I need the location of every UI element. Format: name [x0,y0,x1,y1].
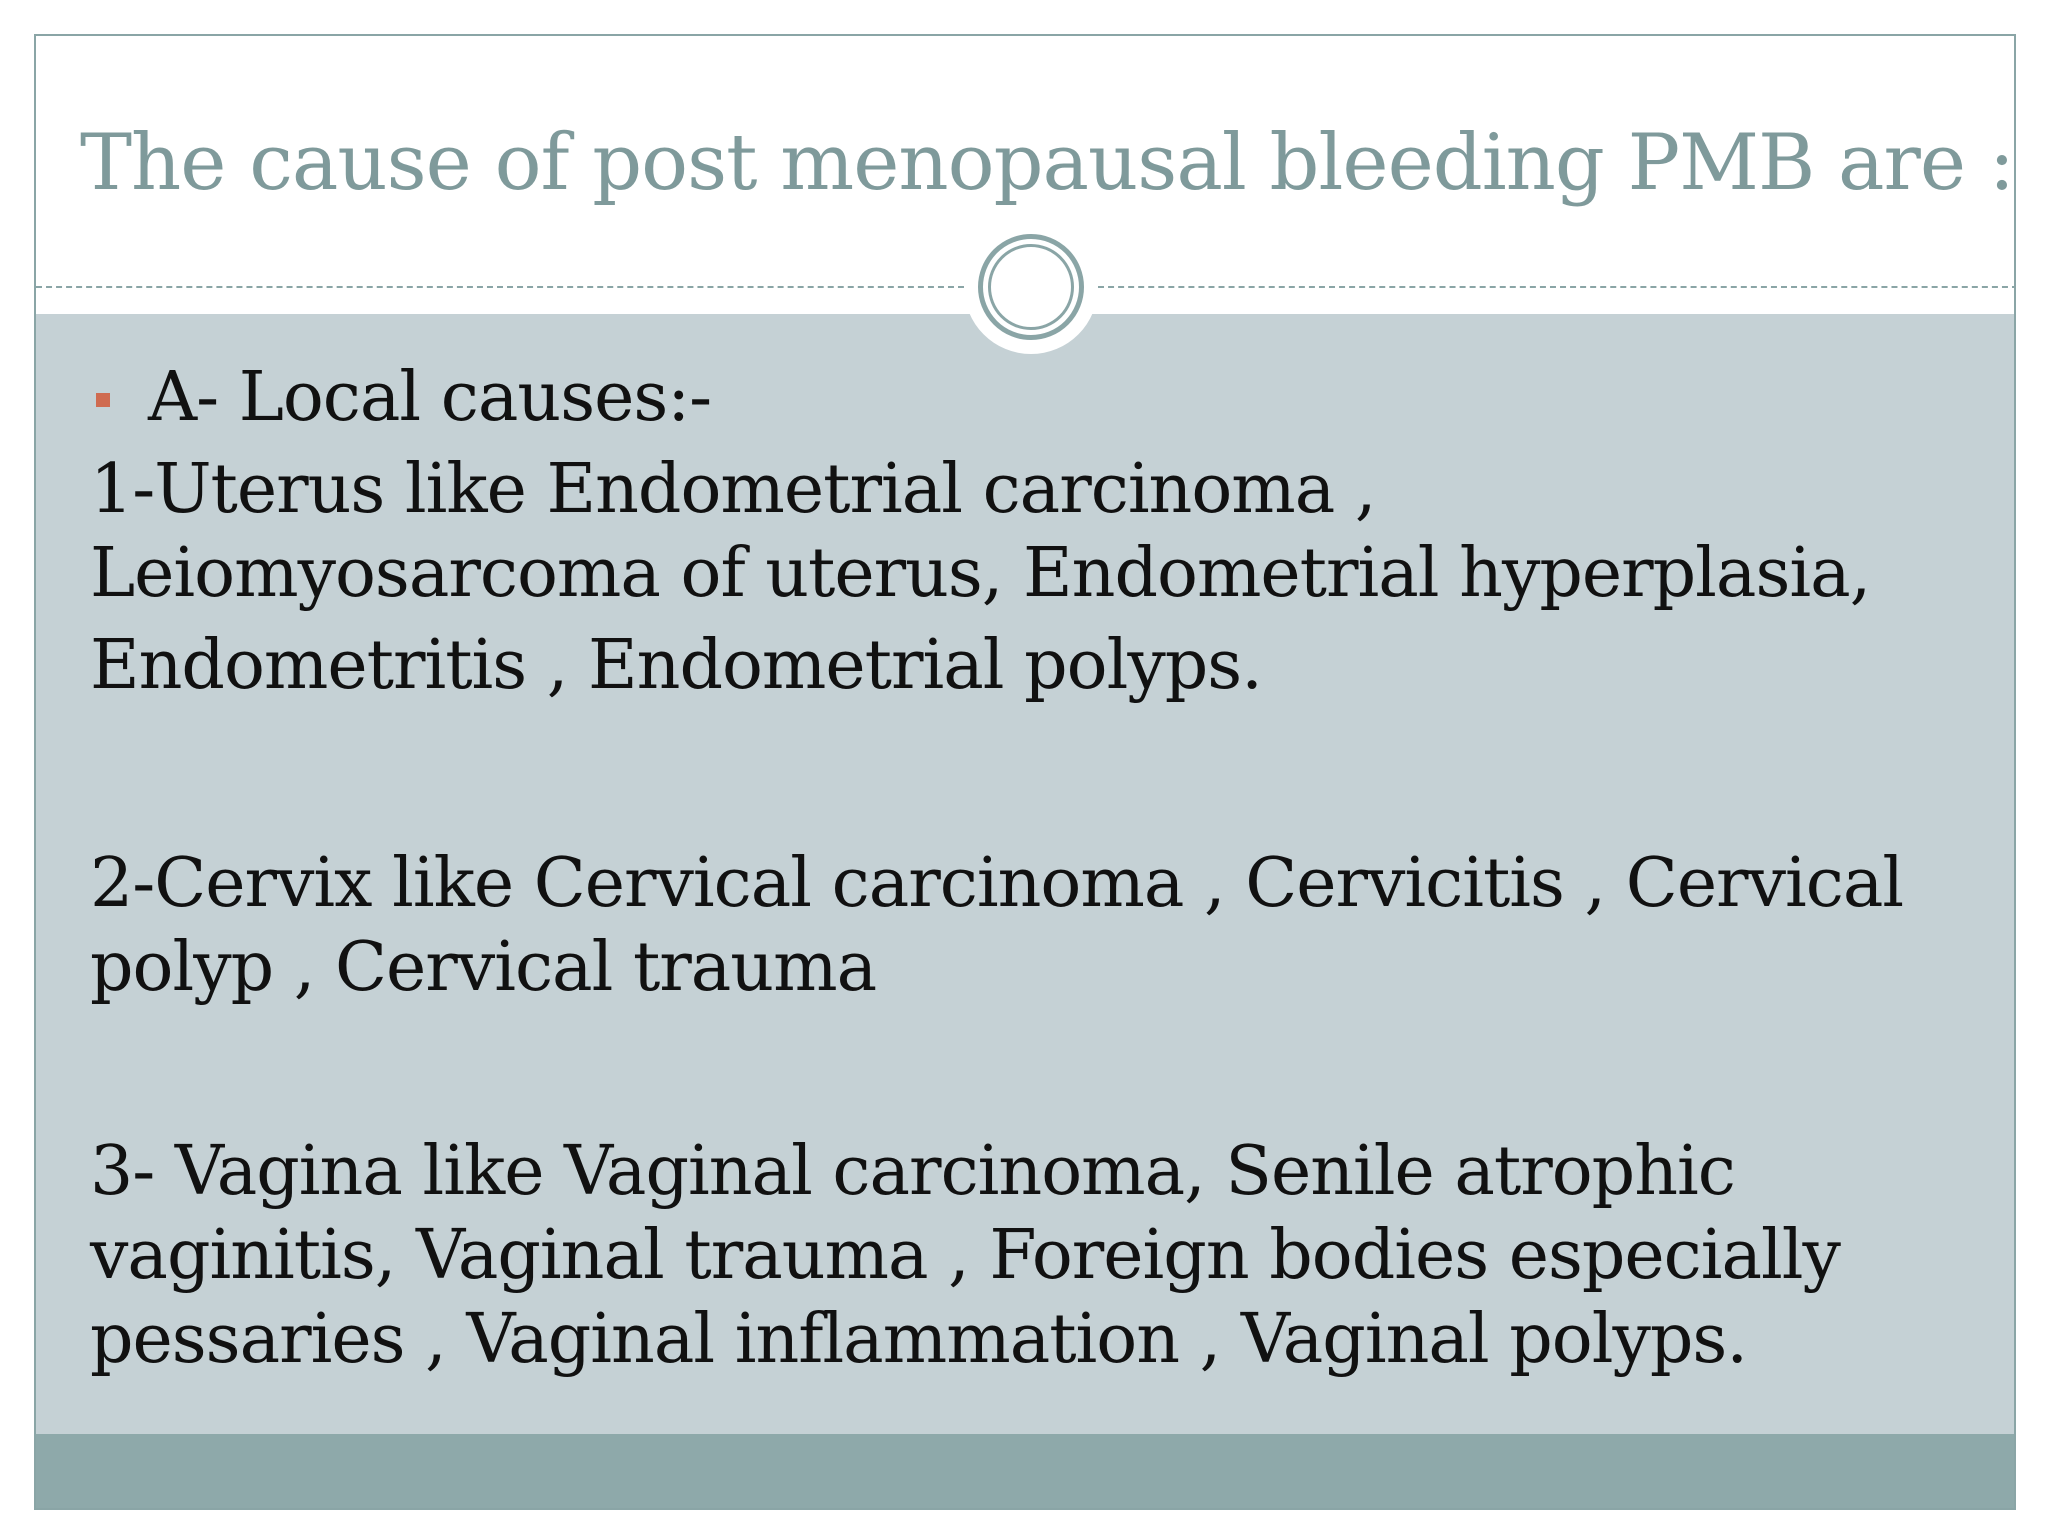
cause-item-uterus [90,448,1870,708]
cause-item-line: 2-Cervix like Cervical carcinoma , Cervicitis , Cervical [90,844,1904,923]
title-divider-left [36,286,964,288]
circle-ornament-inner-ring [988,244,1074,330]
cause-item-line: polyp , Cervical trauma [90,928,877,1007]
square-bullet-icon [96,393,110,407]
circle-ornament-icon [978,234,1084,340]
slide [34,34,2016,1510]
cause-item-line: vaginitis, Vaginal trauma , Foreign bodies especially [90,1216,1840,1295]
cause-item-vagina [90,1130,1840,1382]
cause-item-line: 3- Vagina like Vaginal carcinoma, Senile atrophic [90,1132,1735,1211]
title-divider-right [1098,286,2016,288]
cause-item-line: Endometritis , Endometrial polyps. [90,626,1262,705]
cause-item-cervix [90,842,1903,1010]
footer-band [36,1434,2014,1510]
slide-title: The cause of post menopausal bleeding PMB are : [80,118,2015,208]
cause-item-line: pessaries , Vaginal inflammation , Vaginal polyps. [90,1300,1747,1379]
cause-item-line: 1-Uterus like Endometrial carcinoma , [90,450,1376,529]
bullet-heading: A- Local causes:- [148,358,712,437]
cause-item-line: Leiomyosarcoma of uterus, Endometrial hyperplasia, [90,534,1871,613]
